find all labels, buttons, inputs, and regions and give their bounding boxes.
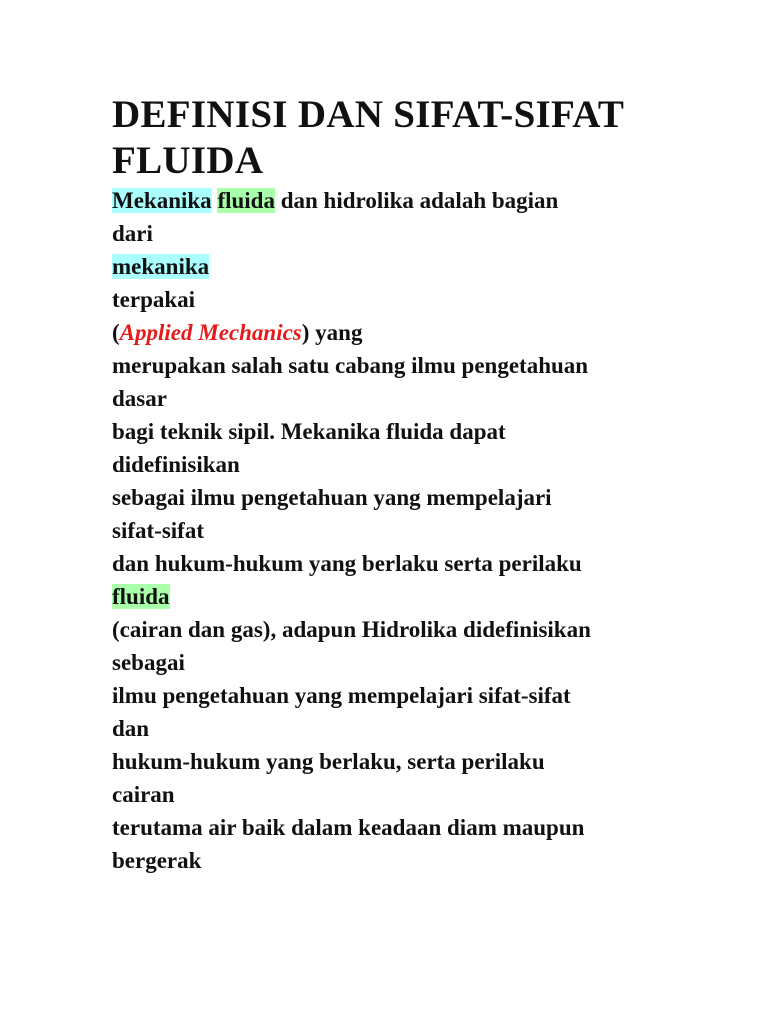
text-line-3 bbox=[112, 250, 672, 283]
text-line-6: merupakan salah satu cabang ilmu pengetahuan bbox=[112, 353, 589, 378]
text-line-9: didefinisikan bbox=[112, 452, 240, 477]
document-content bbox=[112, 92, 672, 877]
highlight-fluida-2: fluida bbox=[112, 584, 170, 609]
text-line-19: cairan bbox=[112, 782, 175, 807]
text-line-4: terpakai bbox=[112, 287, 196, 312]
emphasis-applied-mechanics: Applied Mechanics bbox=[119, 320, 302, 345]
document-title bbox=[112, 92, 672, 184]
text-line-1 bbox=[112, 184, 672, 217]
text-line-17: dan bbox=[112, 716, 150, 741]
text-line-2: dari bbox=[112, 221, 153, 246]
text-line-18: hukum-hukum yang berlaku, serta perilaku bbox=[112, 749, 545, 774]
text-line-16: ilmu pengetahuan yang mempelajari sifat-sifat bbox=[112, 683, 571, 708]
text-line-21: bergerak bbox=[112, 848, 202, 873]
text-line-5 bbox=[112, 316, 672, 349]
text-line-1-rest: dan hidrolika adalah bagian bbox=[274, 188, 559, 213]
title-line-2: FLUIDA bbox=[112, 139, 264, 182]
highlight-mekanika-2: mekanika bbox=[112, 254, 210, 279]
title-line-1: DEFINISI DAN SIFAT-SIFAT bbox=[112, 93, 625, 136]
text-line-11: sifat-sifat bbox=[112, 518, 204, 543]
text-line-20: terutama air baik dalam keadaan diam maupun bbox=[112, 815, 585, 840]
text-line-8: bagi teknik sipil. Mekanika fluida dapat bbox=[112, 419, 506, 444]
text-line-14: (cairan dan gas), adapun Hidrolika didefinisikan bbox=[112, 617, 591, 642]
text-line-12: dan hukum-hukum yang berlaku serta perilaku bbox=[112, 551, 582, 576]
text-line-7: dasar bbox=[112, 386, 167, 411]
highlight-fluida: fluida bbox=[217, 188, 275, 213]
text-line-13 bbox=[112, 580, 672, 613]
text-line-10: sebagai ilmu pengetahuan yang mempelajari bbox=[112, 485, 552, 510]
highlight-mekanika: Mekanika bbox=[112, 188, 212, 213]
paren-open: ( bbox=[112, 320, 120, 345]
text-line-15: sebagai bbox=[112, 650, 185, 675]
paren-close-yang: ) yang bbox=[301, 320, 363, 345]
